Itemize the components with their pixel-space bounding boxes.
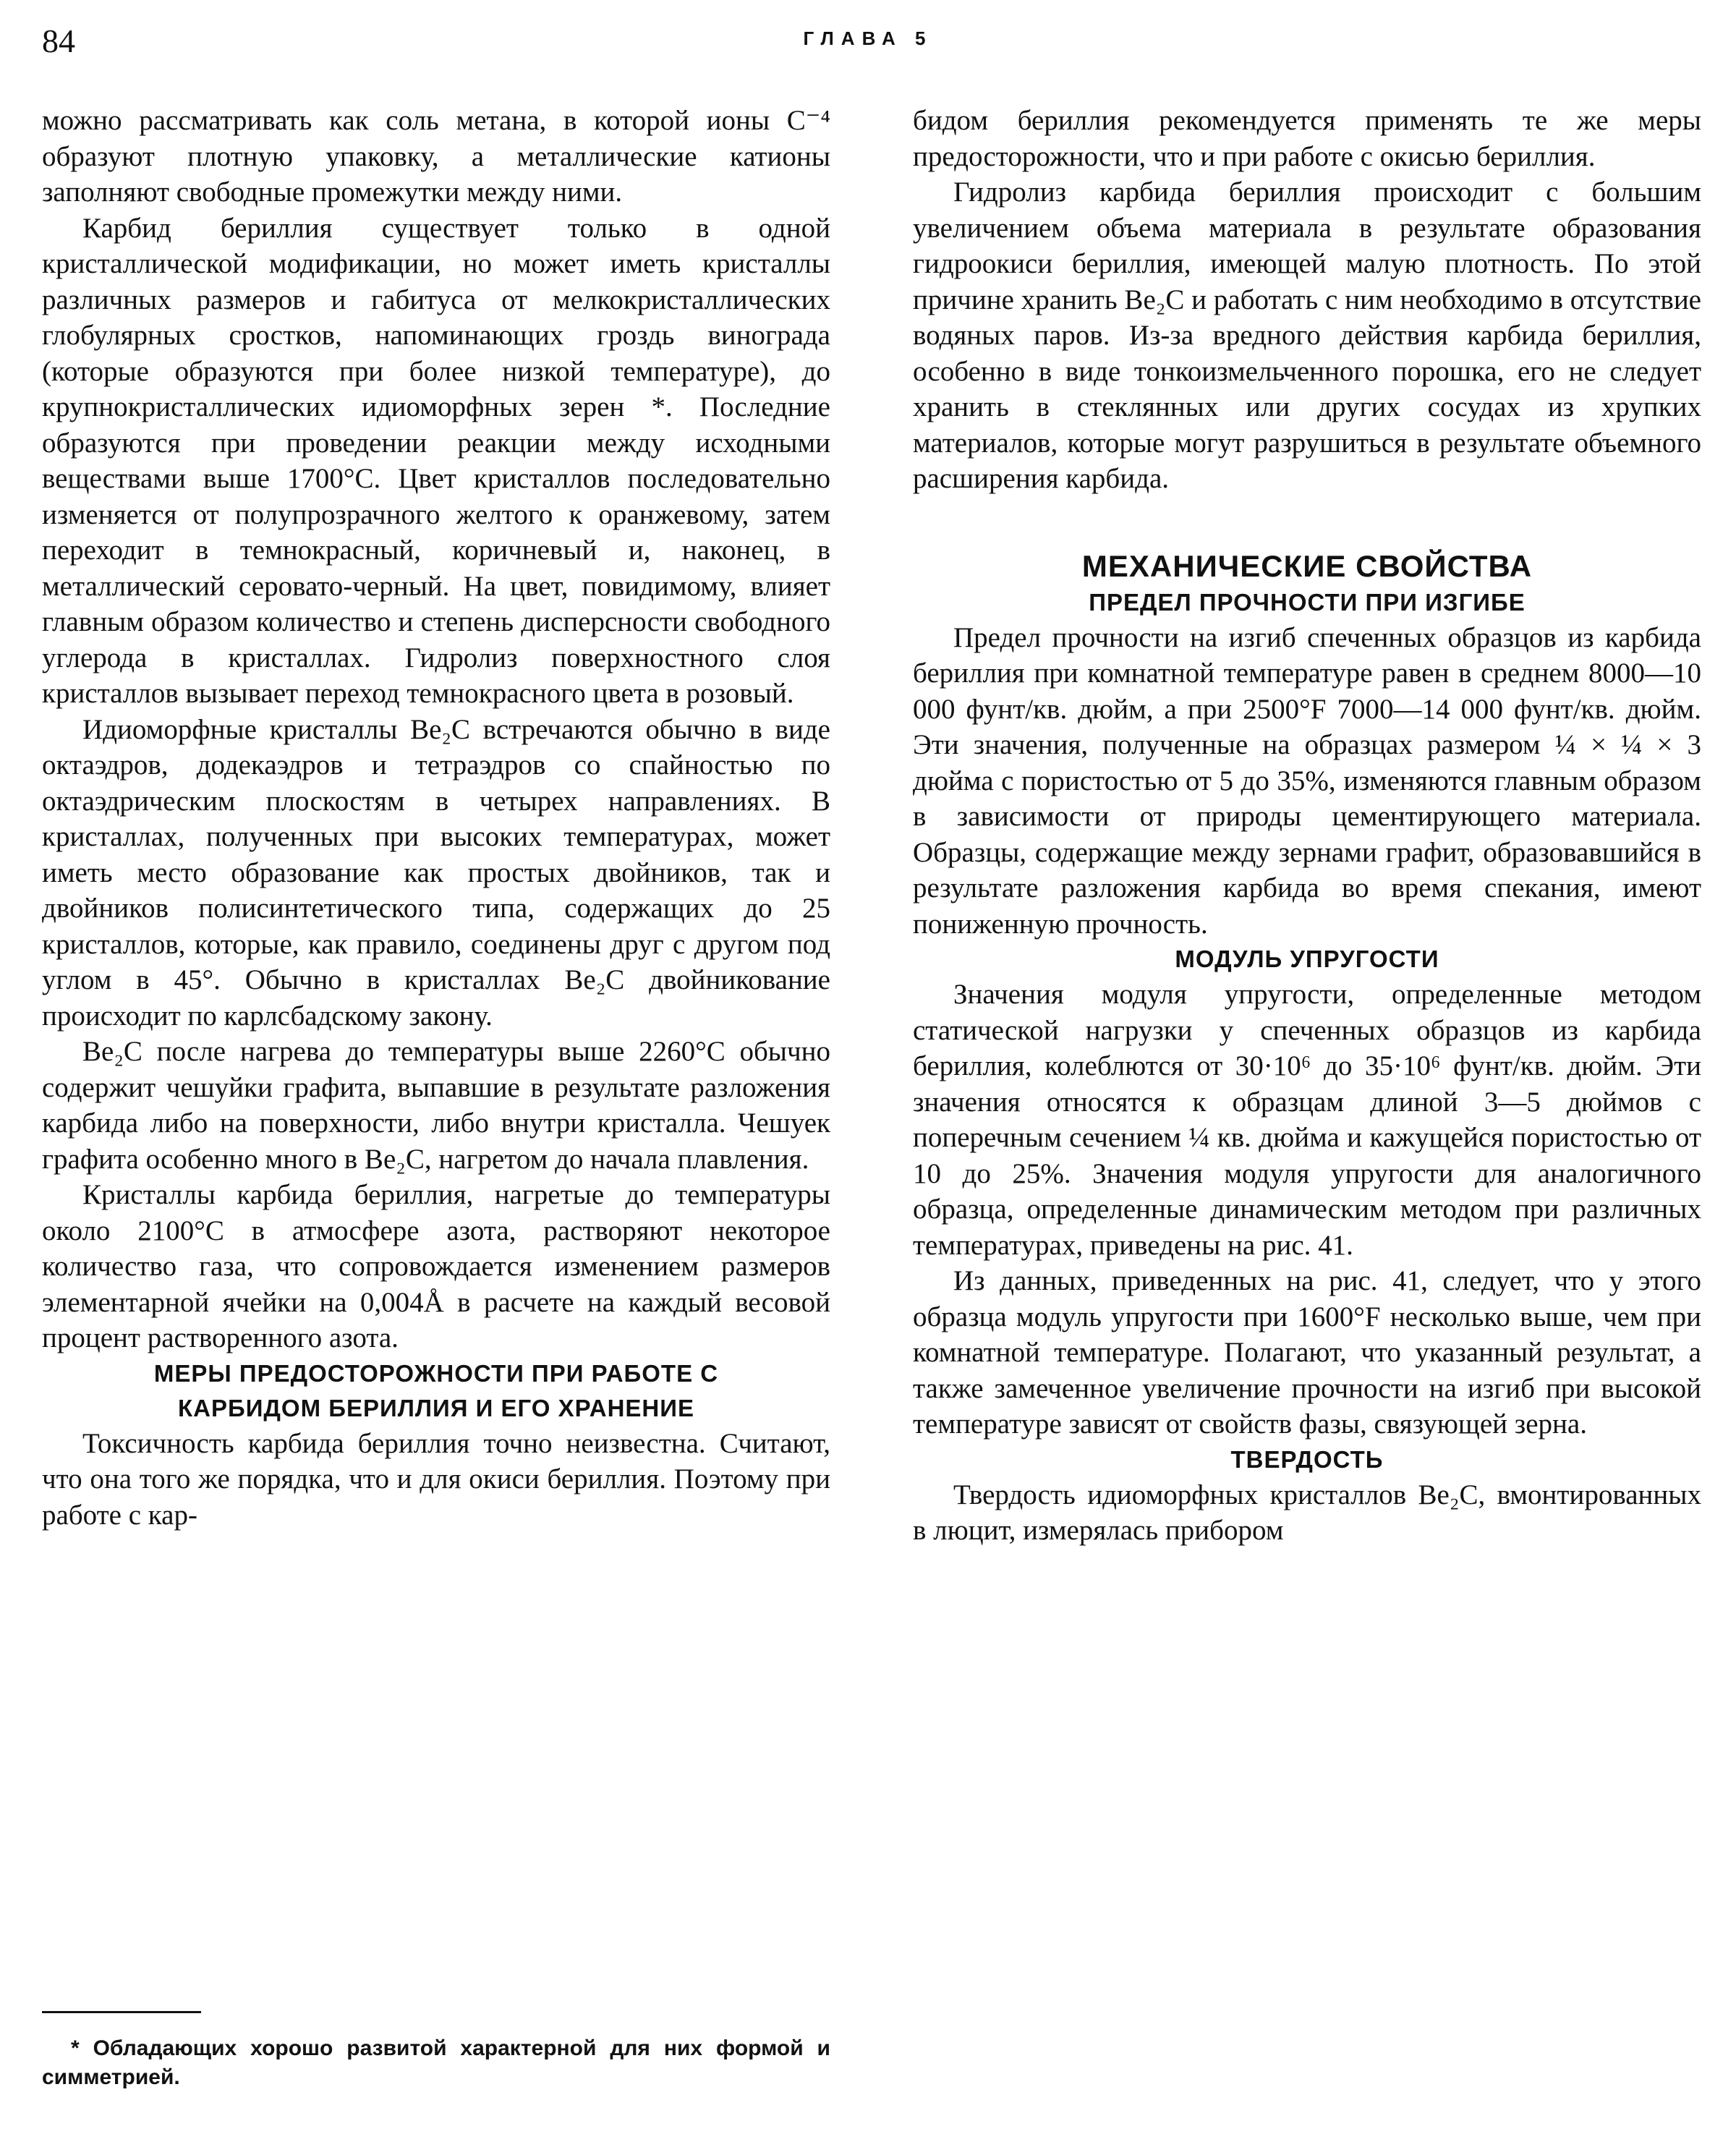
heading-hardness: ТВЕРДОСТЬ	[1230, 1445, 1384, 1473]
left-column	[42, 103, 830, 1533]
heading-bending-strength: ПРЕДЕЛ ПРОЧНОСТИ ПРИ ИЗГИБЕ	[1089, 588, 1526, 616]
footnote-divider	[42, 2011, 201, 2013]
paragraph-hydrolysis-storage: Гидролиз карбида бериллия происходит с большим увеличением объема материала в результате образования гидроокиси бериллия, имеющей малую плотность. По этой причине хранить Be₂C и работать с ним необходимо в отсутствие водяных паров. Из-за вредного действия карбида бериллия, особенно в виде тонкоизмельченного порошка, его не следует хранить в стеклянных или других сосудах из хрупких материалов, которые могут разрушиться в результате объемного расширения карбида.	[913, 177, 1701, 494]
paragraph-graphite-flakes: Be₂C после нагрева до температуры выше 2260°C обычно содержит чешуйки графита, выпавшие в результате разложения карбида либо на поверхности, либо внутри кристалла. Чешуек графита особенно много в Be₂C, нагретом до начала плавления.	[42, 1036, 830, 1175]
paragraph-idiomorphic-crystals: Идиоморфные кристаллы Be₂C встречаются обычно в виде октаэдров, додекаэдров и тетраэдров со спайностью по октаэдрическим плоскостям в четырех направлениях. В кристаллах, полученных при высоких температурах, может иметь место образование как простых двойников, так и двойников полисинтетического типа, содержащих до 25 кристаллов, которые, как правило, соединены друг с другом под углом в 45°. Обычно в кристаллах Be₂C двойникование происходит по карлсбадскому закону.	[42, 713, 830, 1032]
paragraph-modulus-high-temp: Из данных, приведенных на рис. 41, следует, что у этого образца модуль упругости при 1600°F несколько выше, чем при комнатной температуре. Полагают, что указанный результат, а также замеченное увеличение прочности на изгиб при высокой температуре зависят от свойств фазы, связующей зерна.	[913, 1265, 1701, 1440]
footnote: * Обладающих хорошо развитой характерной для них формой и симметрией.	[42, 2036, 830, 2089]
paragraph-toxicity: Токсичность карбида бериллия точно неизвестна. Считают, что она того же порядка, что и для окиси бериллия. Поэтому при работе с кар-	[42, 1427, 830, 1531]
paragraph-crystal-modification: Карбид бериллия существует только в одной кристаллической модификации, но может иметь кристаллы различных размеров и габитуса от мелкокристаллических глобулярных сростков, напоминающих гроздь винограда (которые образуются при более низкой температуре), до крупнокристаллических идиоморфных зерен *. Последние образуются при проведении реакции между исходными веществами выше 1700°C. Цвет кристаллов последовательно изменяется от полупрозрачного желтого к оранжевому, затем переходит в темнокрасный, коричневый и, наконец, в металлический серовато-черный. На цвет, повидимому, влияет главным образом количество и степень дисперсности свободного углерода в кристаллах. Гидролиз поверхностного слоя кристаллов вызывает переход темнокрасного цвета в розовый.	[42, 212, 830, 709]
page-header	[0, 22, 1736, 65]
running-head: ГЛАВА 5	[803, 27, 933, 49]
paragraph-hardness: Твердость идиоморфных кристаллов Be₂C, вмонтированных в люцит, измерялась прибором	[913, 1479, 1701, 1546]
heading-precautions-line2: КАРБИДОМ БЕРИЛЛИЯ И ЕГО ХРАНЕНИЕ	[178, 1394, 694, 1421]
heading-mechanical-properties: МЕХАНИЧЕСКИЕ СВОЙСТВА	[1081, 548, 1533, 583]
paragraph-methane-salt: можно рассматривать как соль метана, в которой ионы C⁻⁴ образуют плотную упаковку, а металлические катионы заполняют свободные промежутки между ними.	[42, 105, 830, 208]
heading-elastic-modulus: МОДУЛЬ УПРУГОСТИ	[1175, 945, 1439, 972]
paragraph-elastic-modulus: Значения модуля упругости, определенные методом статической нагрузки у спеченных образцов из карбида бериллия, колеблются от 30·10⁶ до 35·10⁶ фунт/кв. дюйм. Эти значения относятся к образцам длиной 3—5 дюймов с поперечным сечением ¼ кв. дюйма и кажущейся пористостью от 10 до 25%. Значения модуля упругости для аналогичного образца, определенные динамическим методом при различных температурах, приведены на рис. 41.	[913, 979, 1701, 1261]
heading-precautions-line1: МЕРЫ ПРЕДОСТОРОЖНОСТИ ПРИ РАБОТЕ С	[153, 1359, 719, 1387]
paragraph-bending-strength: Предел прочности на изгиб спеченных образцов из карбида бериллия при комнатной температуре равен в среднем 8000—10 000 фунт/кв. дюйм, а при 2500°F 7000—14 000 фунт/кв. дюйм. Эти значения, полученные на образцах размером ¼ × ¼ × 3 дюйма с пористостью от 5 до 35%, изменяются главным образом в зависимости от природы цементирующего материала. Образцы, содержащие между зернами графит, образовавшийся в результате разложения карбида во время спекания, имеют пониженную прочность.	[913, 621, 1701, 940]
heading-precautions	[42, 1356, 830, 1426]
page-number: 84	[42, 22, 75, 59]
right-column	[913, 103, 1701, 1549]
paragraph-precautions-continued: бидом бериллия рекомендуется применять те же меры предосторожности, что и при работе с окисью бериллия.	[913, 105, 1701, 172]
paragraph-nitrogen-dissolution: Кристаллы карбида бериллия, нагретые до температуры около 2100°C в атмосфере азота, растворяют некоторое количество газа, что сопровождается изменением размеров элементарной ячейки на 0,004Å в расчете на каждый весовой процент растворенного азота.	[42, 1179, 830, 1353]
